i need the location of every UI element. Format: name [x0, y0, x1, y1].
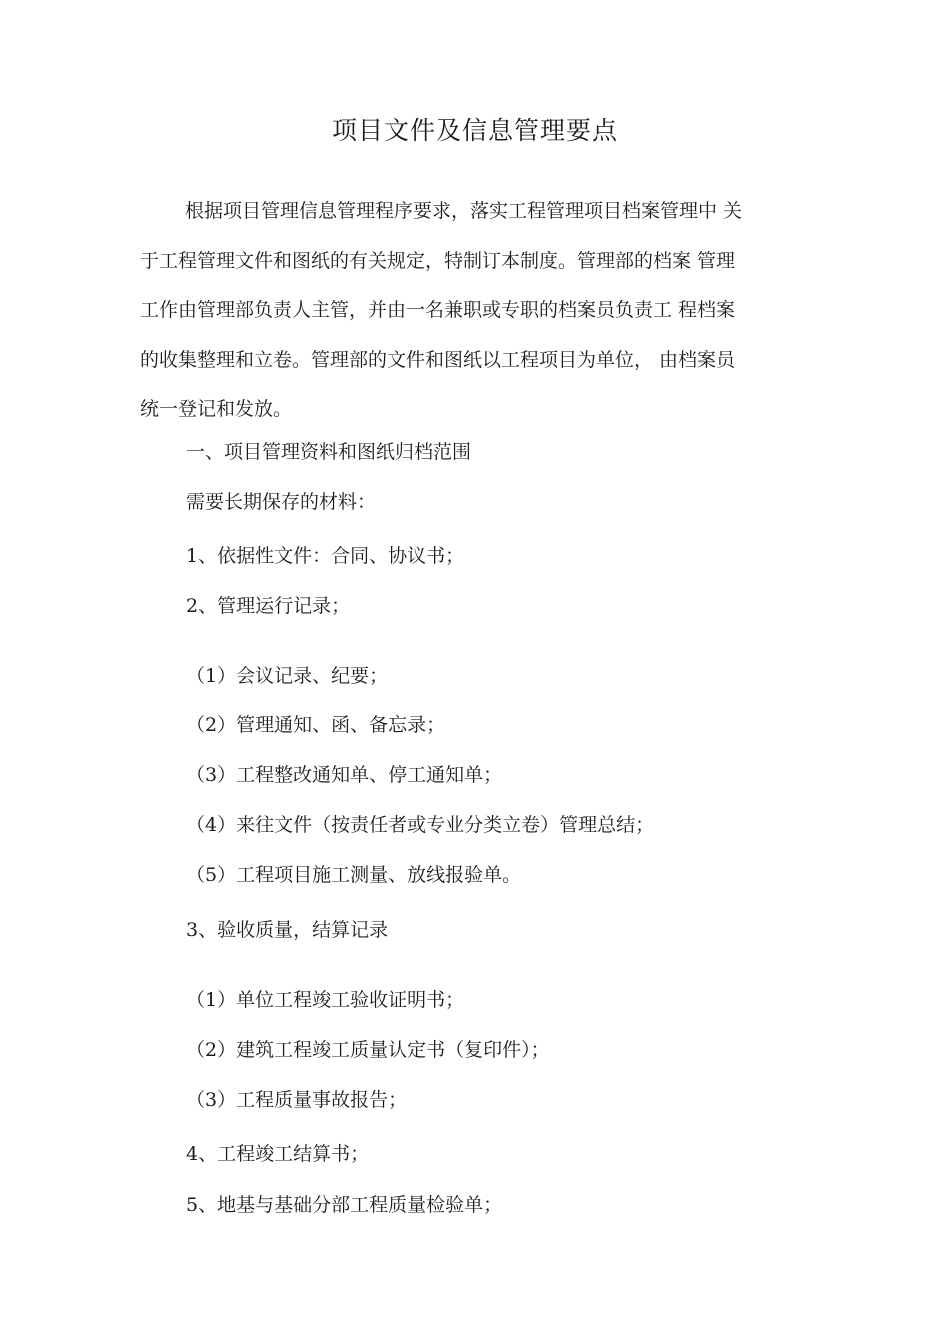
intro-paragraph: [140, 187, 820, 435]
section-heading: 一、项目管理资料和图纸归档范围: [186, 441, 472, 463]
intro-line: 根据项目管理信息管理程序要求，落实工程管理项目档案管理中 关: [185, 200, 743, 222]
document-title: 项目文件及信息管理要点: [331, 116, 618, 145]
list-item: 1、依据性文件：合同、协议书；: [186, 545, 465, 567]
list-item: 4、工程竣工结算书；: [186, 1143, 370, 1165]
intro-line: 统一登记和发放。: [140, 398, 293, 420]
sub-list-item: （1）单位工程竣工验收证明书；: [186, 989, 465, 1011]
sub-list-item: （2）管理通知、函、备忘录；: [186, 714, 446, 736]
list-item: 3、验收质量，结算记录: [186, 919, 389, 941]
sub-list-item: （2）建筑工程竣工质量认定书（复印件）；: [186, 1039, 550, 1061]
long-term-heading: 需要长期保存的材料：: [186, 491, 377, 513]
sub-list-item: （5）工程项目施工测量、放线报验单。: [186, 864, 522, 886]
sub-list-item: （1）会议记录、纪要；: [186, 665, 389, 687]
intro-line: 于工程管理文件和图纸的有关规定，特制订本制度。管理部的档案 管理: [140, 249, 736, 272]
sub-list-item: （3）工程整改通知单、停工通知单；: [186, 764, 503, 786]
intro-line: 工作由管理部负责人主管，并由一名兼职或专职的档案员负责工 程档案: [140, 299, 736, 321]
intro-line: 的收集整理和立卷。管理部的文件和图纸以工程项目为单位， 由档案员: [140, 348, 736, 371]
sub-list-item: （3）工程质量事故报告；: [186, 1089, 408, 1111]
list-item: 2、管理运行记录；: [186, 595, 351, 617]
list-item: 5、地基与基础分部工程质量检验单；: [186, 1194, 503, 1216]
sub-list-item: （4）来往文件（按责任者或专业分类立卷）管理总结；: [186, 814, 655, 836]
